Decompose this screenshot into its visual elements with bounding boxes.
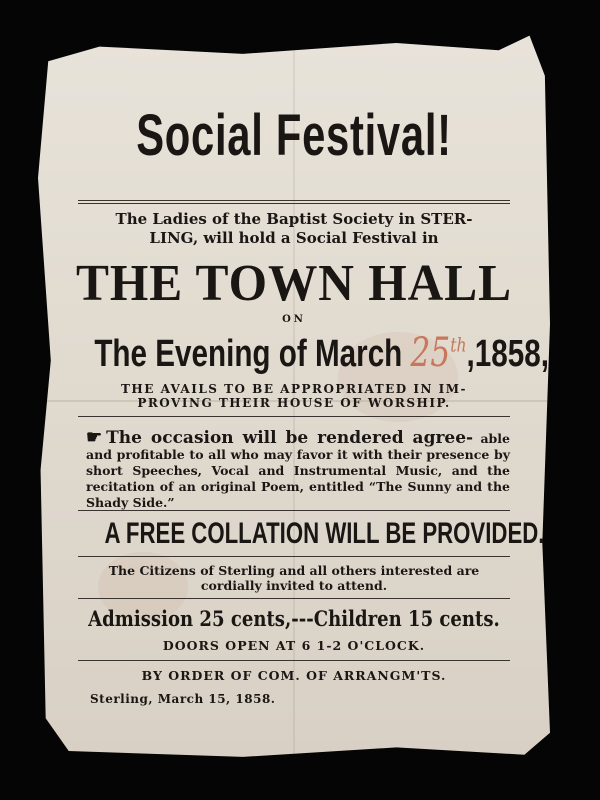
- divider: [78, 203, 510, 204]
- event-date-year: ,1858,: [466, 333, 549, 375]
- divider: [78, 660, 510, 661]
- divider: [78, 510, 510, 511]
- pointing-hand-icon: ☛: [86, 427, 103, 448]
- occasion-paragraph: [86, 427, 510, 511]
- intro-line: LING, will hold a Social Festival in: [149, 229, 439, 247]
- intro-text: [78, 210, 510, 248]
- intro-line: The Ladies of the Baptist Society in STER-: [115, 210, 473, 228]
- on-label: ON: [282, 314, 306, 325]
- dateline: Sterling, March 15, 1858.: [90, 692, 276, 706]
- avails-line: THE AVAILS TO BE APPROPRIATED IN IM-: [121, 382, 467, 396]
- venue-heading: THE TOWN HALL: [75, 255, 513, 312]
- handwritten-day: 25th: [410, 330, 467, 376]
- event-date: [94, 330, 549, 376]
- divider: [78, 200, 510, 201]
- event-date-prefix: The Evening of March: [94, 333, 411, 375]
- doors-open-time: DOORS OPEN AT 6 1-2 O'CLOCK.: [162, 638, 426, 653]
- collation-heading: A FREE COLLATION WILL BE PROVIDED.: [104, 517, 545, 550]
- divider: [78, 556, 510, 557]
- occasion-body: able and profitable to all who may favor it with their presence by short Speeches, Vocal and Instrumental Music, and the recitation of an original Poem, entitled “The Sunny and the Shady Side.”: [86, 431, 510, 510]
- poster-title: Social Festival!: [136, 103, 452, 168]
- poster-content: [38, 32, 550, 762]
- order-line: BY ORDER OF COM. OF ARRANGM'TS.: [141, 668, 447, 683]
- occasion-lead: The occasion will be rendered agree-: [106, 428, 474, 448]
- citizens-invitation: The Citizens of Sterling and all others interested are cordially invited to attend.: [108, 563, 480, 593]
- divider: [78, 598, 510, 599]
- divider: [78, 416, 510, 417]
- avails-notice: [80, 382, 508, 410]
- admission-prices: Admission 25 cents,---Children 15 cents.: [88, 606, 500, 631]
- avails-line: PROVING THEIR HOUSE OF WORSHIP.: [137, 396, 451, 410]
